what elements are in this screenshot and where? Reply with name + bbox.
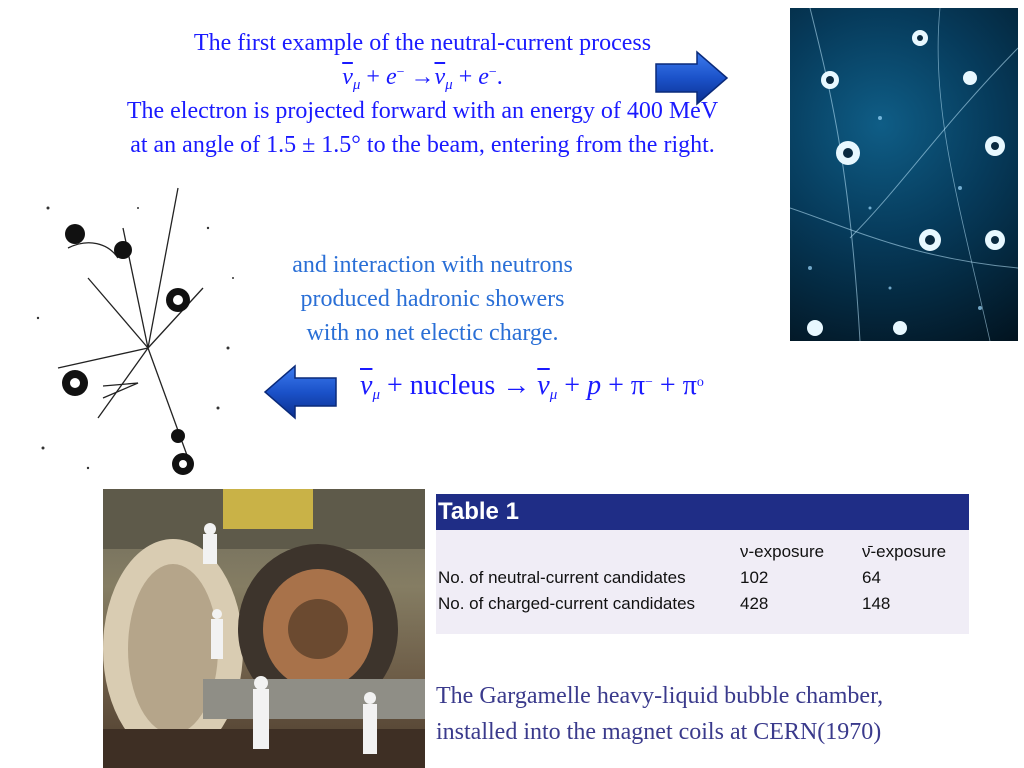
- table-row-label: No. of charged-current candidates: [438, 594, 696, 613]
- hadron-line-2: produced hadronic showers: [300, 286, 565, 312]
- hadron-shower-text: [250, 248, 615, 350]
- formula-nu-2: $\overline{\nu}$: [434, 64, 446, 90]
- caption-line-2: installed into the magnet coils at CERN(1970): [436, 719, 882, 745]
- reaction-mu-sub-2: μ: [549, 387, 558, 403]
- reaction-arrow: →: [502, 370, 531, 401]
- header-line-4: at an angle of 1.5 ± 1.5° to the beam, entering from the right.: [130, 132, 715, 158]
- formula-arrow: →: [410, 64, 435, 90]
- caption-line-1: The Gargamelle heavy-liquid bubble chamber,: [436, 683, 884, 709]
- formula-minus-sup-2: −: [488, 65, 497, 80]
- formula-minus-sup: −: [396, 65, 405, 80]
- reaction-mu-sub: μ: [372, 387, 380, 403]
- formula-nu: $\overline{\nu}$: [342, 64, 353, 90]
- header-line-1: The first example of the neutral-current process: [193, 30, 652, 56]
- reaction-nu-2: $\overline{\nu}$: [537, 370, 550, 401]
- reaction-minus-sup: −: [645, 375, 653, 390]
- reaction-plus-3: +: [608, 370, 624, 401]
- reaction-plus-2: +: [564, 370, 581, 401]
- reaction-proton: p: [587, 370, 602, 401]
- formula-e: e: [385, 64, 397, 90]
- formula-period: .: [496, 64, 503, 90]
- reaction-plus-4: +: [659, 370, 676, 401]
- arrow-right-icon: [655, 50, 729, 106]
- reaction-plus: +: [386, 370, 403, 401]
- table-body: [436, 534, 969, 634]
- table-cell: 64: [862, 568, 881, 587]
- formula-mu-sub: μ: [352, 77, 361, 93]
- hadron-line-3: with no net electic charge.: [306, 320, 559, 346]
- reaction-equation: [360, 368, 780, 404]
- arrow-left-icon: [263, 364, 337, 420]
- candidates-table: [436, 494, 969, 634]
- table-header-nu: ν-exposure: [740, 542, 825, 561]
- formula-e-2: e: [478, 64, 489, 90]
- table-header-antinu: ν̄-exposure: [862, 542, 947, 561]
- gargamelle-photo: [103, 489, 425, 768]
- formula-mu-sub-2: μ: [445, 77, 453, 93]
- table-cell: 148: [862, 594, 891, 613]
- formula-plus-2: +: [458, 64, 473, 90]
- gargamelle-caption: [436, 678, 996, 750]
- bubble-chamber-photo: [790, 8, 1018, 341]
- track-sketch-image: [28, 168, 250, 486]
- table-title: Table 1: [436, 494, 969, 530]
- reaction-pi-minus: π: [630, 370, 645, 401]
- table-cell: 102: [740, 568, 769, 587]
- table-cell: 428: [740, 594, 769, 613]
- reaction-nu: $\overline{\nu}$: [360, 370, 373, 401]
- formula-plus: +: [366, 64, 380, 90]
- table-row-label: No. of neutral-current candidates: [438, 568, 686, 587]
- header-line-3: The electron is projected forward with an energy of 400 MeV: [126, 98, 719, 124]
- reaction-nucleus: nucleus: [409, 370, 496, 401]
- reaction-zero-sup: o: [696, 375, 704, 390]
- hadron-line-1: and interaction with neutrons: [292, 252, 573, 278]
- reaction-pi-zero: π: [682, 370, 697, 401]
